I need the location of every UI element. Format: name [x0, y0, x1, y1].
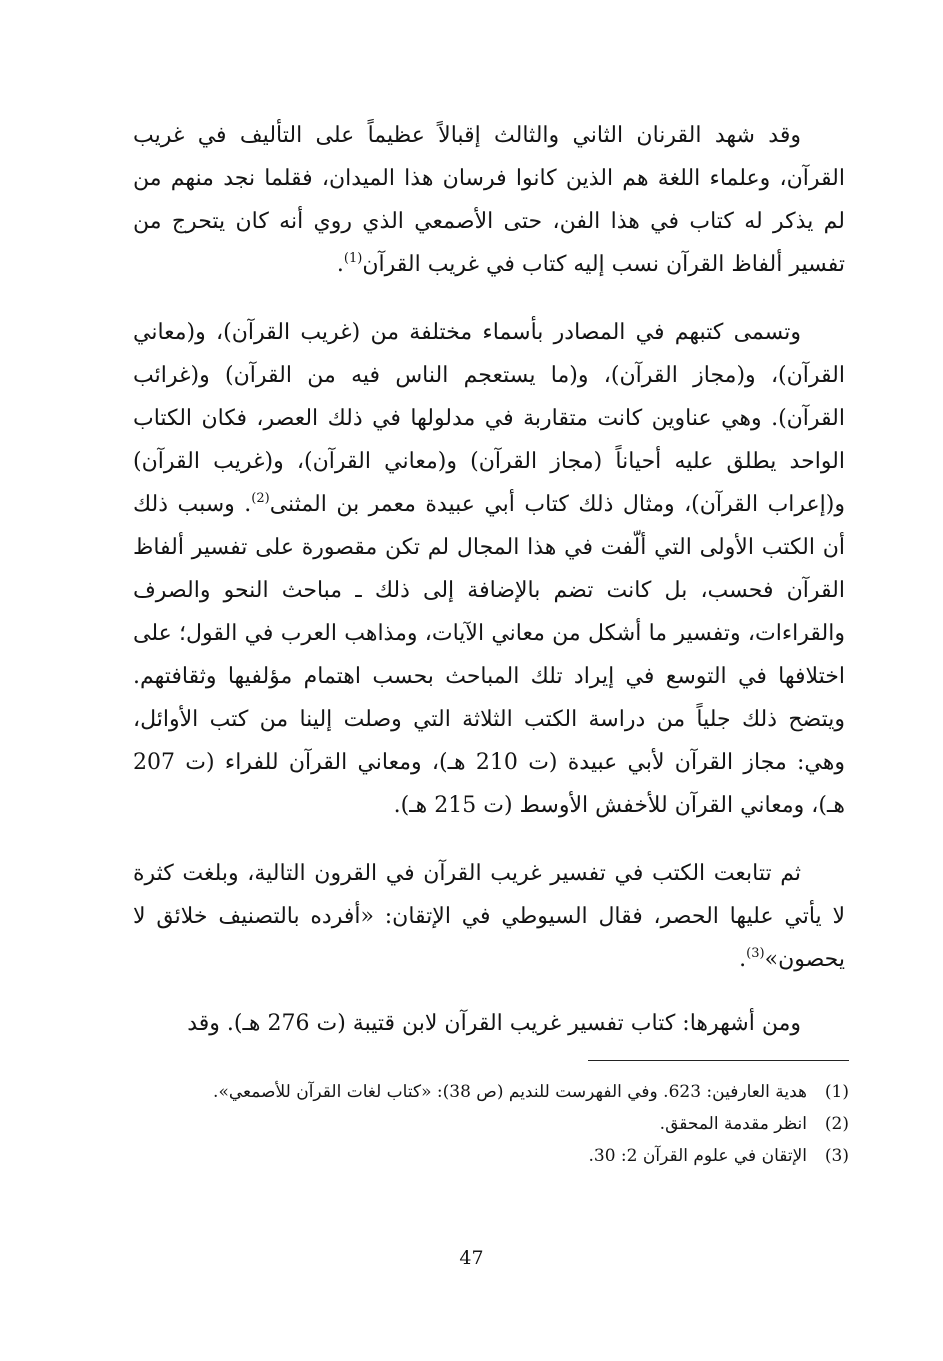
footnote-3-number: (3): [824, 1146, 849, 1166]
footnote-1: [133, 1076, 849, 1108]
paragraph-1-text: وقد شهد القرنان الثاني والثالث إقبالاً عظيماً على التأليف في غريب القرآن، وعلماء اللغة هم الذين كانوا فرسان هذا الميدان، فقلما نجد منهم من لم يذكر له كتاب في هذا الفن، حتى الأصمعي الذي روي أنه كان يتحرج من تفسير ألفاظ القرآن نسب إليه كتاب في غريب القرآن: [133, 123, 845, 277]
footnote-ref-1: (1): [343, 251, 363, 266]
paragraph-1-end: .: [336, 252, 344, 277]
footnote-1-number: (1): [824, 1082, 849, 1102]
footnote-2-text: انظر مقدمة المحقق.: [659, 1114, 807, 1134]
footnote-1-text: هدية العارفين: 623. وفي الفهرست للنديم (ص 38): «كتاب لغات القرآن للأصمعي».: [213, 1082, 807, 1102]
paragraph-2: [133, 311, 845, 827]
footnote-2-number: (2): [824, 1114, 849, 1134]
paragraph-3: [133, 852, 845, 981]
paragraph-4-text: ومن أشهرها: كتاب تفسير غريب القرآن لابن قتيبة (ت 276 هـ). وقد: [187, 1011, 801, 1036]
paragraph-1: [133, 114, 845, 286]
footnote-3: [133, 1140, 849, 1172]
footnote-ref-2: (2): [251, 491, 270, 506]
paragraph-2-end: . وسبب ذلك أن الكتب الأولى التي ألّفت في هذا المجال لم تكن مقصورة على تفسير ألفاظ القرآن فحسب، بل كانت تضم بالإضافة إلى ذلك ـ مباحث النحو والصرف والقراءات، وتفسير ما أشكل من معاني الآيات، ومذاهب العرب في القول؛ على اختلافها في التوسع في إيراد تلك المباحث بحسب اهتمام مؤلفيها وثقافتهم. ويتضح ذلك جلياً من دراسة الكتب الثلاثة التي وصلت إلينا من كتب الأوائل، وهي: مجاز القرآن لأبي عبيدة (ت 210 هـ)، ومعاني القرآن للفراء (ت 207 هـ)، ومعاني القرآن للأخفش الأوسط (ت 215 هـ).: [133, 492, 845, 818]
page-number: 47: [459, 1247, 484, 1269]
paragraph-4: [133, 1002, 845, 1045]
paragraph-3-end: .: [739, 947, 747, 972]
paragraph-2-text: وتسمى كتبهم في المصادر بأسماء مختلفة من (غريب القرآن)، و(معاني القرآن)، و(مجاز القرآن)، و(ما يستعجم الناس فيه من القرآن) و(غرائب القرآن). وهي عناوين كانت متقاربة في مدلولها في ذلك العصر، فكان الكتاب الواحد يطلق عليه أحياناً (مجاز القرآن) و(معاني القرآن)، و(غريب القرآن) و(إعراب القرآن)، ومثال ذلك كتاب أبي عبيدة معمر بن المثنى: [133, 320, 845, 517]
footnote-2: [133, 1108, 849, 1140]
footnotes: [133, 1076, 849, 1172]
paragraph-3-text: ثم تتابعت الكتب في تفسير غريب القرآن في القرون التالية، وبلغت كثرة لا يأتي عليها الحصر، فقال السيوطي في الإتقان: «أفرده بالتصنيف خلائق لا يحصون»: [133, 861, 845, 972]
footnote-ref-3: (3): [746, 946, 765, 961]
footnote-3-text: الإتقان في علوم القرآن 2: 30.: [588, 1146, 807, 1166]
footnote-separator: [588, 1060, 849, 1061]
